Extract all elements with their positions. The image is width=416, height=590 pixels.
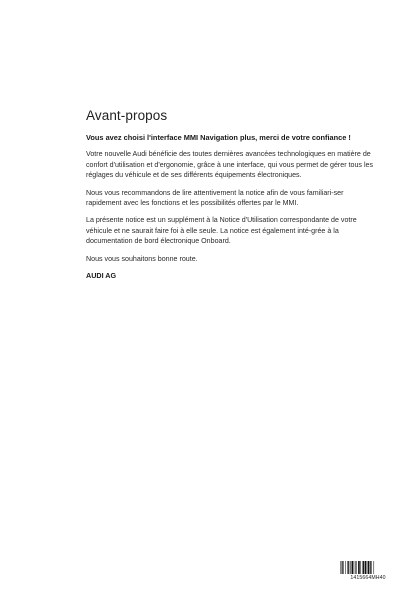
barcode-bar <box>370 561 371 574</box>
barcode-bar <box>343 561 344 574</box>
barcode-bar <box>347 561 348 574</box>
paragraph-recommendation: Nous vous recommandons de lire attentivement la notice afin de vous familiari-ser rapidement avec les fonctions et les possibilités offertes par le MMI. <box>86 188 344 208</box>
barcode-icon <box>340 561 396 574</box>
paragraph-closing: Nous vous souhaitons bonne route. <box>86 254 198 263</box>
barcode-bar <box>348 561 349 574</box>
foreword-section <box>86 108 376 280</box>
barcode-bar <box>368 561 369 574</box>
barcode-bar <box>355 561 356 574</box>
barcode-bar <box>345 561 346 574</box>
page-title: Avant-propos <box>86 108 168 123</box>
paragraph-intro: Votre nouvelle Audi bénéficie des toutes dernières avancées technologiques en matière de confort d'utilisation et d'ergonomie, grâce à une interface, qui vous permet de gérer tous les réglages du véhicule et de ses différents équipements électroniques. <box>86 150 374 180</box>
signature: AUDI AG <box>86 271 117 281</box>
barcode-bar <box>374 561 375 574</box>
barcode-bar <box>363 561 364 574</box>
barcode-bar <box>341 561 342 574</box>
barcode-bar <box>365 561 367 574</box>
barcode-bar <box>367 561 368 574</box>
barcode-bar <box>371 561 372 574</box>
paragraph-supplement: La présente notice est un supplément à la Notice d'Utilisation correspondante de votre véhicule et ne saurait faire foi à elle seule. La notice est également inté-grée à la documentation de bord électronique Onboard. <box>86 216 357 246</box>
lead-sentence: Vous avez choisi l'interface MMI Navigation plus, merci de votre confiance ! <box>86 133 351 142</box>
barcode-number: 1415664MH40 <box>350 575 386 581</box>
barcode-bar <box>360 561 361 574</box>
barcode-bar <box>350 561 351 574</box>
barcode-bar <box>358 561 360 574</box>
barcode-bar <box>356 561 357 574</box>
barcode-bar <box>342 561 343 574</box>
barcode-bar <box>362 561 363 574</box>
barcode-bar <box>352 561 354 574</box>
barcode-bar <box>354 561 355 574</box>
barcode-block <box>340 561 396 581</box>
